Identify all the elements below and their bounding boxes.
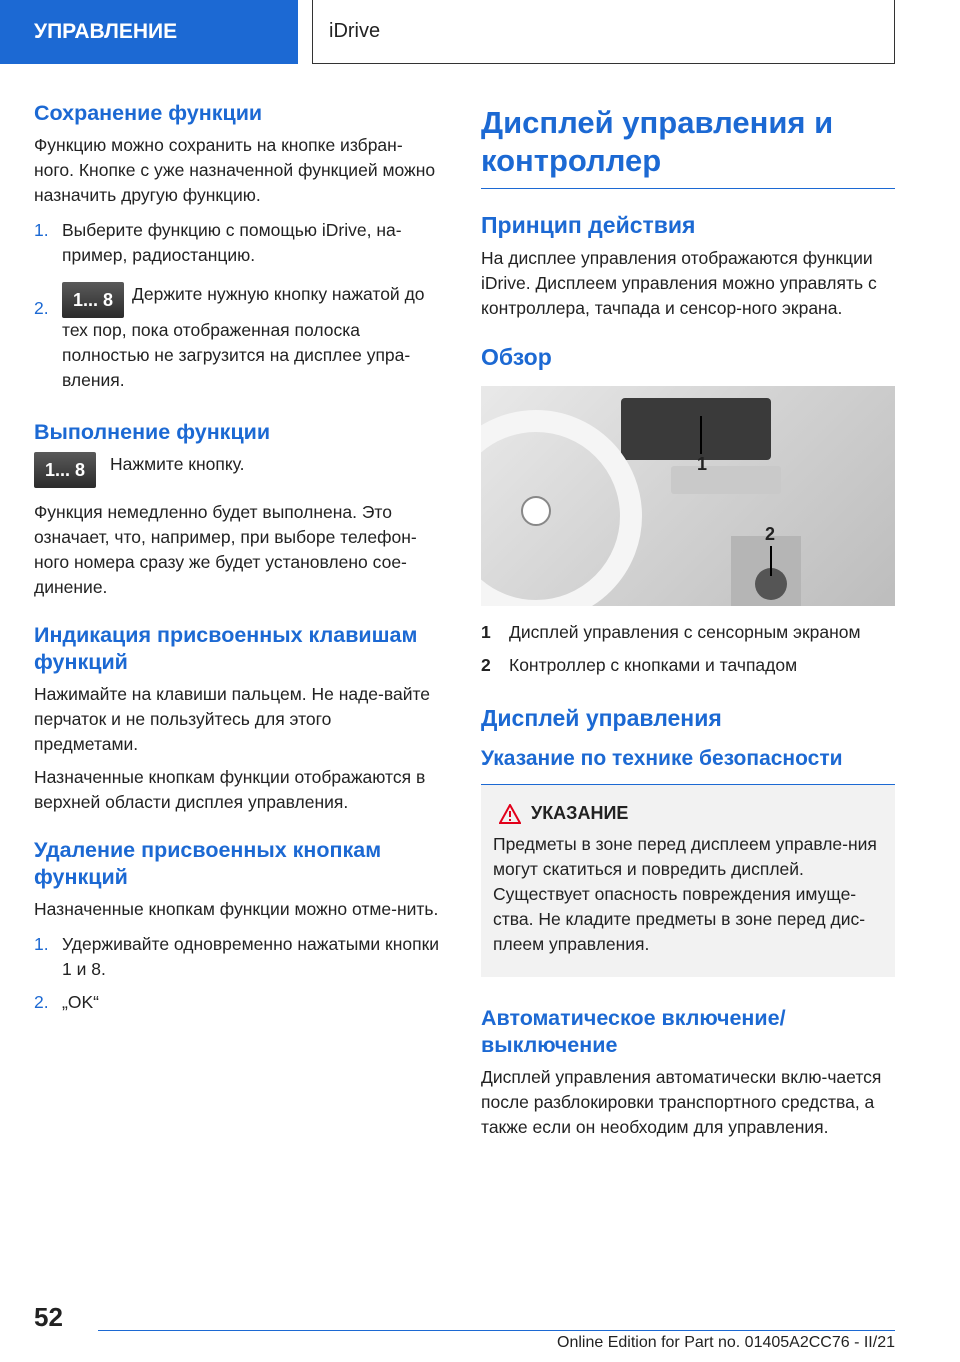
- favorite-keys-icon: 1... 8: [62, 282, 124, 318]
- safety-heading: Указание по технике безопасности: [481, 747, 843, 770]
- steering-wheel-shape: [481, 421, 631, 606]
- display-heading: Дисплей управления: [481, 705, 722, 731]
- step-text: Удерживайте одновременно нажатыми кнопки 1 и 8.: [62, 934, 440, 979]
- step-number: 1.: [34, 934, 49, 954]
- display-controller-heading: Дисплей управления и контроллер: [481, 105, 834, 178]
- key-indicator-heading: Индикация присвоенных клавишам функций: [34, 623, 418, 674]
- chapter-tab: [312, 0, 895, 64]
- execute-function-text: Функция немедленно будет выполнена. Это означает, что, например, при выборе телефон-ного номера сразу же будет установлено сое-динение.: [34, 502, 417, 597]
- save-step-2: [34, 282, 440, 393]
- chapter-title: iDrive: [329, 20, 381, 42]
- logo-shape: [522, 497, 550, 525]
- execute-key-text: Нажмите кнопку.: [110, 454, 245, 474]
- legend-item-1: [481, 620, 895, 645]
- notice-header: [493, 803, 883, 824]
- left-column: [34, 100, 440, 1015]
- heading-rule: [481, 188, 895, 189]
- legend-number: 1: [481, 622, 491, 642]
- step-number: 1.: [34, 220, 49, 240]
- remove-functions-heading: Удаление присвоенных кнопкам функций: [34, 838, 382, 889]
- execute-function-heading: Выполнение функции: [34, 420, 271, 444]
- page-number: 52: [34, 1302, 63, 1332]
- execute-key-row: [34, 452, 440, 488]
- notice-box: [481, 785, 895, 977]
- step-number: 2.: [34, 298, 49, 318]
- notice-label: УКАЗАНИЕ: [531, 803, 629, 823]
- warning-icon: [499, 804, 521, 824]
- remove-step-2: [34, 990, 440, 1015]
- cockpit-illustration: [481, 386, 895, 606]
- display-shape: [621, 398, 771, 460]
- remove-step-1: [34, 932, 440, 982]
- key-indicator-text-2: Назначенные кнопкам функции отображаются в верхней области дисплея управления.: [34, 767, 426, 812]
- notice-text: Предметы в зоне перед дисплеем управле-ния могут скатиться и повредить дисплей. Существует опасность повреждения имуще-ства. Не кладите предметы в зоне перед дис-плеем управления.: [493, 834, 877, 954]
- principle-heading: Принцип действия: [481, 212, 696, 238]
- legend-text: Дисплей управления с сенсорным экраном: [509, 622, 861, 642]
- save-function-text: Функцию можно сохранить на кнопке избран-ного. Кнопке с уже назначенной функцией можно назначить другую функцию.: [34, 135, 436, 205]
- section-tab: УПРАВЛЕНИЕ: [0, 0, 298, 64]
- callout-2: 2: [765, 524, 776, 544]
- principle-text: На дисплее управления отображаются функции iDrive. Дисплеем управления можно управлять с контроллера, тачпада и сенсор-ного экрана.: [481, 248, 877, 318]
- console-shape: [671, 466, 781, 494]
- step-text: Выберите функцию с помощью iDrive, на-пример, радиостанцию.: [62, 220, 402, 265]
- footer-edition: Online Edition for Part no. 01405A2CC76 - II/21: [557, 1334, 895, 1351]
- cockpit-image: [481, 386, 895, 606]
- save-step-1: [34, 218, 440, 268]
- footer-rule: [98, 1330, 895, 1331]
- callout-1: 1: [697, 454, 708, 474]
- legend-item-2: [481, 653, 895, 678]
- step-text: Держите нужную кнопку нажатой до тех пор, пока отображенная полоска полностью не загрузится на дисплее упра-вления.: [62, 284, 425, 390]
- save-function-heading: Сохранение функции: [34, 101, 263, 125]
- remove-functions-text: Назначенные кнопкам функции можно отме-нить.: [34, 899, 439, 919]
- step-text: „OK“: [62, 992, 99, 1012]
- auto-onoff-heading: Автоматическое включение/ выключение: [481, 1006, 786, 1057]
- step-number: 2.: [34, 992, 49, 1012]
- overview-heading: Обзор: [481, 344, 552, 370]
- key-indicator-text-1: Нажимайте на клавиши пальцем. Не наде-вайте перчаток и не пользуйтесь для этого предметами.: [34, 684, 431, 754]
- right-column: [481, 104, 895, 1140]
- auto-onoff-text: Дисплей управления автоматически вклю-чается после разблокировки транспортного средства, а также если он необходим для управления.: [481, 1067, 882, 1137]
- legend-text: Контроллер с кнопками и тачпадом: [509, 655, 798, 675]
- legend-number: 2: [481, 655, 491, 675]
- favorite-keys-icon: 1... 8: [34, 452, 96, 488]
